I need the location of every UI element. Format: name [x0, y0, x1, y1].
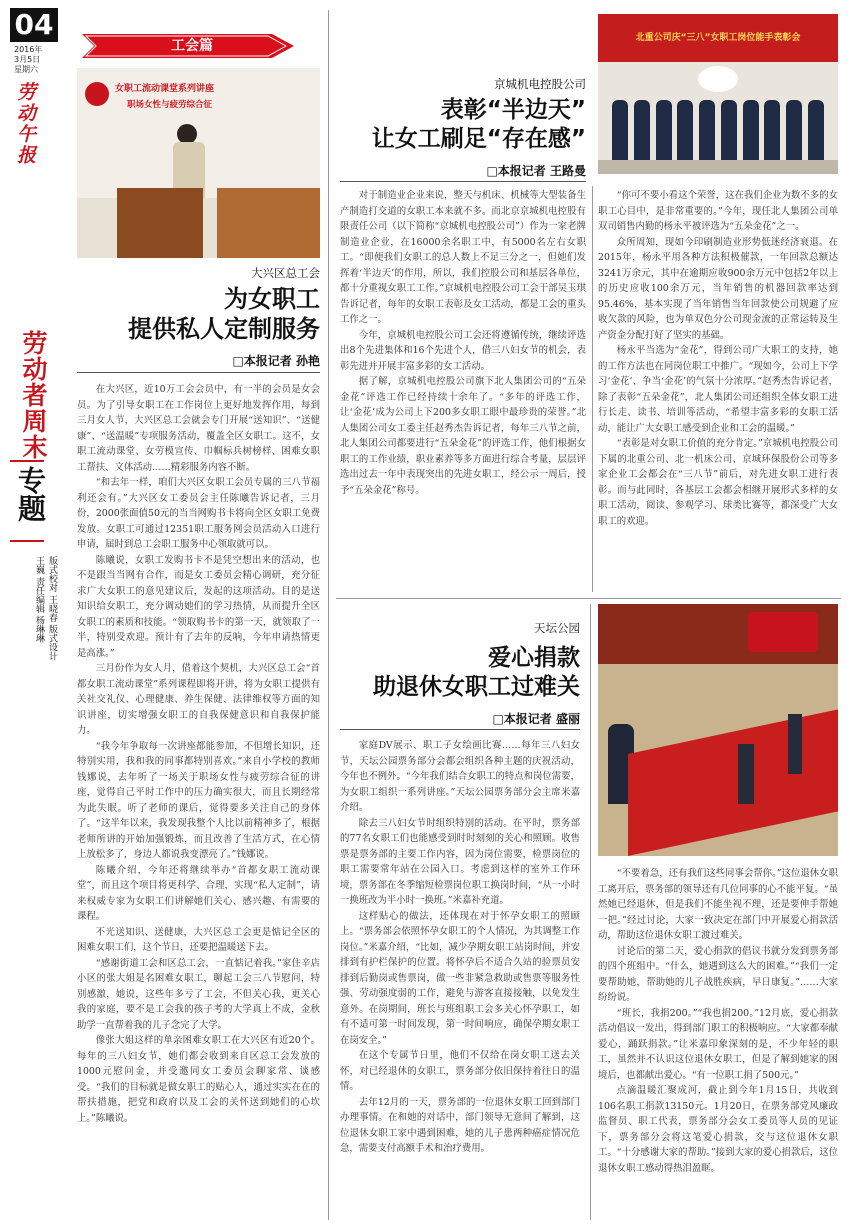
speaker-head: [177, 124, 197, 144]
article3-paragraph: 在这个专属节日里，他们不仅给在岗女职工送去关怀，对已经退休的女职工，票务部分依旧保持着往日的温情。: [340, 1050, 580, 1092]
article2-paragraph: “表彰是对女职工价值的充分肯定。”京城机电控股公司下属的北重公司、北一机床公司、京城环保股份公司等多家企业工会都会在“三八节”前后，对先进女职工进行表彰。而与此同时，各基层工会都会相继开展形式多样的女职工活动，阅读、参观学习、球类比赛等，都深受广大女职工的欢迎。: [598, 438, 838, 527]
article3-paragraph: 家庭DV展示、职工子女绘画比赛……每年三八妇女节，天坛公园票务部分会都会组织各种主题的庆祝活动，今年也不例外。“今年我们结合女职工的特点和岗位需要，为女职工组织一系列讲座。”天坛公园票务部分会主席米嘉介绍。: [340, 740, 580, 813]
article1-body: [77, 382, 320, 1220]
article3-title: [336, 644, 580, 702]
article2-rule: [340, 181, 586, 182]
article1-title-line-2: 提供私人定制服务: [128, 315, 320, 343]
column-divider: [592, 186, 593, 592]
article3-paragraph: 点滴温暖汇聚成河，截止到今年1月15日，共收到106名职工捐款13150元。1月20日，在票务部党风廉政监督员、职工代表，票务部分会女工委员等人员的见证下，票务部分会将这笔爱心捐款，交与这位退休女职工。“十分感谢大家的帮助。”接到大家的爱心捐款后，这位退休女职工感动得热泪盈眶。: [598, 1085, 838, 1174]
article1-rule: [77, 372, 320, 373]
article1-unit: 大兴区总工会: [251, 266, 320, 280]
article1-paragraph: 陈曦介绍，今年还将继续举办“首都女职工流动课堂”，而且这个项目将更科学、合理，实现“私人定制”，请来权威专家为女职工们讲解她们关心、感兴趣、有需要的课程。: [77, 864, 320, 922]
article1-photo-banner-2: 职场女性与疲劳综合征: [127, 100, 213, 110]
article3-paragraph: “不要着急，还有我们这些同事会帮你。”这位退休女职工离开后，票务部的领导还有几位同事的心不能平复。“虽然她已经退休，但是我们不能坐视不理，还是要伸手帮她一把。”经过讨论，大家一致决定在部门中开展爱心捐款活动，帮助这位退休女职工渡过难关。: [598, 868, 838, 941]
article1-paragraph: 在大兴区，近10万工会会员中，有一半的会员是女会员。为了引导女职工在工作岗位上更好地发挥作用，每到三月女人节，大兴区总工会就会专门开展“送知识”、“送健康”、“送温暖”专项服务活动，覆盖全区女职工。这不，女职工流动课堂、女劳模宣传、巾帼标兵树榜样、困难女职工帮扶、文体活动……精彩服务内容不断。: [77, 384, 320, 473]
podium: [117, 188, 203, 258]
paper-logo: 劳动午报: [14, 82, 36, 166]
article1-paragraph: “和去年一样，咱们大兴区女职工会员专属的三八节福利还会有。”大兴区女工委员会主任陈曦告诉记者，三月份，2000张面值50元的当当网购书卡将向全区女职工免费发放。女职工可通过12351职工服务网会员活动入口进行申请，届时到总工会职工服务中心领取就可以。: [77, 477, 320, 550]
article2-byline: □本报记者 王路曼: [486, 164, 586, 178]
article2-body-col2: [598, 188, 838, 592]
issue-date: [14, 45, 62, 75]
article1-byline: □本报记者 孙艳: [232, 354, 320, 368]
article3-unit: 天坛公园: [534, 621, 580, 635]
credits: [14, 556, 58, 666]
article1-photo: [77, 68, 320, 258]
column-divider: [590, 604, 591, 1220]
article1-paragraph: 三月份作为女人月，借着这个契机，大兴区总工会“首都女职工流动课堂”系列课程即将开讲，将为女职工提供有关社交礼仪、心理健康、养生保健、法律维权等方面的知识讲座，切实增强女职工的自我保健意识和自我保护能力。: [77, 663, 320, 736]
union-logo-icon: [85, 82, 109, 106]
article2-title-line-1: 表彰“半边天”: [440, 97, 586, 123]
article3-title-line-2: 助退休女职工过难关: [373, 674, 580, 700]
article3-rule: [340, 729, 580, 730]
column-name: 劳动者周末: [19, 330, 48, 460]
article3-photo: [598, 604, 838, 856]
section-tab-label: 工会篇: [171, 38, 213, 54]
article1-paragraph: “感谢街道工会和区总工会，一直惦记着我。”家住辛店小区的张大姐是名困难女职工，聊起工会三八节慰问，特别感激，她说，这些年多亏了工会，不但关心我，更关心我的家庭，要不是工会我的孩子考的大学真上不成，金秋助学一直帮着我的儿子念完了大学。: [77, 957, 320, 1031]
article2-photo-banner: 北重公司庆“三八”女职工岗位能手表彰会: [635, 33, 801, 43]
article3-paragraph: 讨论后的第二天，爱心捐款的倡议书就分发到票务部的四个班组中。“什么，她遇到这么大的困难。”“我们一定要帮助她，帮助她的儿子战胜疾病，早日康复。”……大家纷纷说。: [598, 945, 838, 1003]
article2-title-line-2: 让女工刷足“存在感”: [371, 126, 586, 152]
article3-paragraph: 去年12月的一天，票务部的一位退休女职工回到部门办理事情。在和她的对话中，部门领导无意间了解到，这位退休女职工家中遇到困难，她的儿子患两种癌症情况危急，需要支付高额手术和治疗费用。: [340, 1096, 580, 1154]
article1-photo-banner-1: 女职工流动课堂系列讲座: [115, 84, 215, 94]
article3-paragraph: 除去三八妇女节时组织特别的活动。在平时，票务部的77名女职工们也能感受到时时刻刻的关心和照顾。收售票是票务部的主要工作内容，因为岗位需要，检票岗位的职工需要常年站在公园入口。考虑到这样的室外工作环境，票务部在冬季缩短检票岗位职工换岗时间，“从一小时一换班改为半小时一换班。”米嘉补充道。: [340, 817, 580, 906]
credit-proofreader: 版式校对 王晓春: [47, 556, 57, 622]
article2-paragraph: 对于制造业企业来说，整天与机床、机械等大型装备生产制造打交道的女职工本来就不多。而北京京城机电控股有限责任公司（以下简称“京城机电控股公司”）作为一家老牌制造业企业，在16000余名职工中，有5000名左右女职工。“即便我们女职工的总人数上不足三分之一，但她们发挥着‘半边天’的作用，所以，我们控股公司和基层各单位，都十分重视女职工工作。”京城机电控股公司工会干部吴玉琪告诉记者，每年的女职工表彰及女工活动，都是工会的重头工作之一。: [340, 190, 586, 325]
article2-photo: [598, 14, 838, 174]
article1-paragraph: 陈曦说，女职工发购书卡不是凭空想出来的活动，也不是跟当当网有合作，而是女工委员会精心调研，充分征求广大女职工的意见建议后，发起的这项活动。目的是送知识给女职工，充分调动她们的学习热情，从而提升全区女职工的素质和技能。“领取购书卡的第一天，就领取了一半，特别受欢迎。预计有了去年的反响，今年申请热情更是高涨。”: [77, 554, 320, 659]
article2-paragraph: 据了解，京城机电控股公司旗下北人集团公司的“五朵金花”评选工作已经持续十余年了。“多年的评选工作，让‘金花’成为公司上下200多女职工眼中最珍贵的荣誉。”北人集团公司女工委主任赵秀杰告诉记者，每年三八节之前，北人集团公司都要进行“五朵金花”的评选工作，他们根据女职工的工作业绩，职业素养等多方面进行综合考量，层层评选出过去一年中表现突出的先进女职工，经公示一周后，授予“五朵金花”称号。: [340, 376, 586, 496]
topic-label: 专题: [14, 466, 47, 522]
article1-title-line-1: 为女职工: [224, 285, 320, 313]
honorees-row: [612, 100, 824, 160]
article2-paragraph: “你可不要小看这个荣誉，这在我们企业为数不多的女职工心目中，是非常重要的。”今年，现任北人集团公司单双司销售内勤的杨永平被评选为“五朵金花”之一。: [598, 190, 838, 232]
staff-figure: [738, 744, 754, 804]
article2-paragraph: 杨永平当选为“金花”，得到公司广大职工的支持，她的工作方法也在同岗位职工中推广。“现如今，公司上下学习‘金花’、争当‘金花’的气氛十分浓厚。”赵秀杰告诉记者，除了表彰“五朵金花”，北人集团公司还组织全体女职工进行长走、读书、培训等活动，“希望丰富多彩的女职工活动，能让广大女职工感受到企业和工会的温暖。”: [598, 345, 838, 434]
column-divider: [328, 10, 329, 1220]
page-number: 04: [10, 8, 58, 42]
article3-body-col1: [340, 738, 580, 1222]
article1-paragraph: “我今年争取每一次讲座都能参加，不但增长知识，还特别实用，我和我的同事都特别喜欢。”来自小学校的教师钱娜说，去年听了一场关于职场女性与疲劳综合征的讲座，觉得自己平时工作中的压力确实很大，而且长期经常为此失眠。听了老师的课后，觉得要多关注自己的身体了。“这半年以来，我发现我整个人比以前精神多了，根据老师所讲的开始加强锻炼，而且改善了生活方式，在心情上放松多了，身边人都说我变漂亮了。”钱娜说。: [77, 740, 320, 860]
article3-title-line-1: 爱心捐款: [488, 645, 580, 671]
article3-body-col2: [598, 866, 838, 1222]
issue-weekday: 星期六: [14, 65, 38, 74]
article3-byline: □本报记者 盛丽: [492, 712, 580, 726]
company-logo-icon: [698, 66, 738, 92]
article1-paragraph: 不光送知识、送健康，大兴区总工会更是惦记全区的困难女职工们，这个节日，还要把温暖送下去。: [77, 926, 320, 953]
section-tab: [82, 32, 322, 60]
section-divider: [336, 598, 841, 599]
staff-figure: [788, 714, 802, 774]
credit-editor: 责任编辑 杨琳琳: [34, 576, 44, 643]
lecture-desk: [217, 188, 320, 258]
article2-title: [336, 96, 586, 154]
article2-paragraph: 众所周知，现如今印刷制造业形势低迷经济衰退。在2015年，杨永平用各种方法积极催款，一年回款总额达3241万余元，其中在逾期应收900余万元中包括2年以上的历史应收100余万元，当年销售的机器回款率达到95.46%，基本实现了当年销售当年回款使公司规避了应收欠款的风险，也为单双色分公司现金流的正常运转及生产资金分配打好了坚实的基础。: [598, 236, 838, 341]
article1-title: [77, 284, 320, 344]
article1-paragraph: 像张大姐这样的单亲困难女职工在大兴区有近20个。每年的三八妇女节，她们都会收到来自区总工会发放的1000元慰问金，并受邀同女工委员会聊家常、谈感受。“我们的目标就是做女职工的贴心人，通过实实在在的帮扶措施，把党和政府以及工会的关怀送到她们的心坎上。”陈曦说。: [77, 1035, 320, 1124]
article3-paragraph: 这样贴心的做法，还体现在对于怀孕女职工的照顾上。“票务部会依照怀孕女职工的个人情况，为其调整工作岗位。”米嘉介绍，“比如，减少孕期女职工站岗时间，并安排到有护栏保护的位置。将怀孕后不适合久站的验票员安排到后勤岗或售票岗，做一些非紧急救助或售票等服务性强、劳动强度弱的工作，避免与游客直接接触，以免发生意外。在岗期间，班长与班组职工会多关心怀孕职工，如有不适可第一时间发现，第一时间响应，确保孕期女职工在岗安全。”: [340, 910, 580, 1046]
article2-unit: 京城机电控股公司: [494, 77, 586, 91]
issue-day: 3月5日: [14, 55, 41, 64]
issue-year: 2016年: [14, 45, 43, 54]
article2-body-col1: [340, 188, 586, 592]
credit-designer: 版式设计 王巍: [34, 556, 57, 661]
article3-paragraph: “班长，我捐200。”“我也捐200。”12月底，爱心捐款活动倡议一发出，得到部门职工的积极响应。“大家都奉献爱心，踊跃捐款。”让米嘉印象深刻的是，不少年轻的职工，虽然并不认识这位退休女职工，但是了解到她家的困境后，也都献出爱心。“有一位职工捐了500元。”: [598, 1007, 838, 1081]
article2-paragraph: 今年，京城机电控股公司工会还将遵循传统，继续评选出8个先进集体和16个先进个人，借三八妇女节的机会，表彰先进并开展丰富多彩的女工活动。: [340, 329, 586, 372]
